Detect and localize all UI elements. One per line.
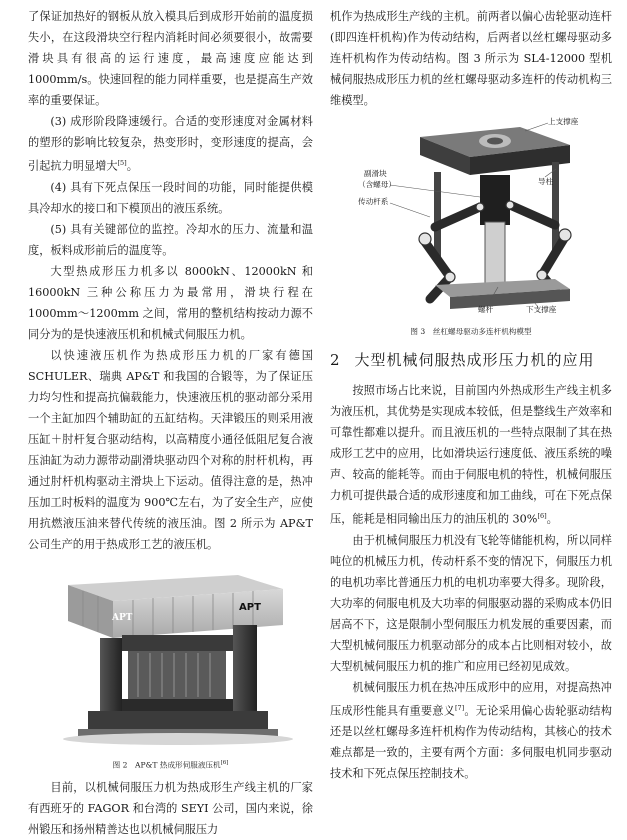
citation: [7] <box>455 703 465 712</box>
label-linkage: 传动杆系 <box>358 197 389 206</box>
label-upper-plate: 上支撑座 <box>548 117 579 126</box>
left-paragraph-6: 以快速液压机作为热成形压力机的厂家有德国 SCHULER、瑞典 AP&T 和我国的合锻等，为了保证压力均匀性和提高抗偏载能力，快速液压机的驱动部分采用一个主缸加四个辅助缸的五缸结构。天津锻压的则采用液压缸＋肘杆复合驱动结构，以高精度小通径低阻尼复合液压油缸为动力源带动副滑块驱动四个对称的肘杆机构，再通过肘杆机构驱动主滑块上下运动。值得注意的是，热冲压加工时板料的温度为 900℃左右，为了安全生产，应使用抗燃液压油来替代传统的液压油。图 2 所示为 AP&T 公司生产的用于热成形工艺的液压机。 <box>28 348 313 551</box>
section-number: 2 <box>330 351 341 369</box>
citation: [5] <box>117 159 127 167</box>
label-sub-slider: 副滑块 <box>364 169 387 178</box>
left-paragraph-4: (5) 具有关键部位的监控。冷却水的压力、流量和温度，板料成形前后的温度等。 <box>28 222 313 257</box>
figure-3 <box>330 117 612 322</box>
figure-3-caption: 图 3 丝杠螺母驱动多连杆机构模型 <box>410 327 532 336</box>
right-column <box>330 6 612 784</box>
hydraulic-press-image <box>28 563 313 753</box>
left-column <box>28 6 313 840</box>
label-screw: 螺杆 <box>478 305 494 314</box>
right-paragraph-2: 按照市场占比来说，目前国内外热成形生产线主机多为液压机，其优势是实现成本较低，但是整线生产效率和可靠性都难以提升。而且液压机的一些特点限制了其在热成形工艺中的应用，比如滑块运行速度低、液压系统的噪声、较高的能耗等。而由于伺服电机的特性，机械伺服压力机可提供最合适的成形速度和加工曲线，可在下死点保压，能耗是相同输出压力的油压机的 30%[6]。 <box>330 384 612 526</box>
screw-linkage-model-image <box>330 117 612 322</box>
label-lower-plate: 下支撑座 <box>526 305 557 314</box>
right-paragraph-4: 机械伺服压力机在热冲压成形中的应用，对提高热冲压成形性能具有重要意义[7]。无论采用偏心齿轮驱动结构还是以丝杠螺母多连杆机构作为传动结构，其核心的技术难点都是一致的，主要有两个方面：多伺服电机同步驱动技术和下死点保压控制技术。 <box>330 680 612 781</box>
left-paragraph-7: 目前，以机械伺服压力机为热成形生产线主机的厂家有西班牙的 FAGOR 和台湾的 SEYI 公司，国内来说，徐州锻压和扬州精善达也以机械伺服压力 <box>28 781 313 837</box>
left-paragraph-5: 大型热成形压力机多以 8000kN、12000kN 和 16000kN 三种公称压力为最常用，滑块行程在 1000mm～1200mm 之间，常用的整机结构按动力源不同分为的是快速液压机和机械式伺服压力机。 <box>28 264 313 341</box>
figure-2-caption: 图 2 AP&T 热成形伺服液压机[6] <box>112 759 229 770</box>
brand-logo-right: APT <box>239 601 261 613</box>
left-paragraph-3: (4) 具有下死点保压一段时间的功能，同时能提供模具冷却水的接口和下模顶出的液压系统。 <box>28 180 313 215</box>
section-title: 大型机械伺服热成形压力机的应用 <box>354 351 595 369</box>
brand-logo-left: APT <box>112 612 133 623</box>
label-nut: （含螺母） <box>358 180 396 189</box>
left-paragraph-2: (3) 成形阶段降速缓行。合适的变形速度对金属材料的塑形的影响比较复杂，热变形时，变形速度的提高，会引起抗力明显增大[5]。 <box>28 115 313 173</box>
citation: [6] <box>537 512 547 520</box>
right-paragraph-1: 机作为热成形生产线的主机。前两者以偏心齿轮驱动连杆(即四连杆机构)作为传动结构，后两者以丝杠螺母驱动多连杆机构作为传动结构。图 3 所示为 SL4-12000 型机械伺服热成形压力机的丝杠螺母驱动多连杆的传动机构三维模型。 <box>330 10 612 107</box>
label-guide-post: 导柱 <box>538 177 554 186</box>
right-paragraph-3: 由于机械伺服压力机没有飞轮等储能机构，所以同样吨位的机械压力机，传动杆系不变的情况下，伺服压力机的电机功率比普通压力机的电机功率要大得多。现阶段，大功率的伺服电机及大功率的伺服驱动器的采购成本仍旧居高不下，这是限制小型伺服压力机发展的重要因素，而大型机械伺服压力机驱动部分的成本占比则相对较小，故大型机械伺服压力机的推广和应用已经初见成效。 <box>330 533 612 673</box>
figure-2 <box>28 563 313 753</box>
left-paragraph-1: 了保证加热好的钢板从放入模具后到成形开始前的温度损失小，在这段滑块空行程内消耗时间必须要很小，故需要滑块具有很高的运行速度，最高速度应能达到 1000mm/s。快速回程的能力同样重要，也是提高生产效率的重要保证。 <box>28 10 313 107</box>
section-heading <box>330 348 612 372</box>
